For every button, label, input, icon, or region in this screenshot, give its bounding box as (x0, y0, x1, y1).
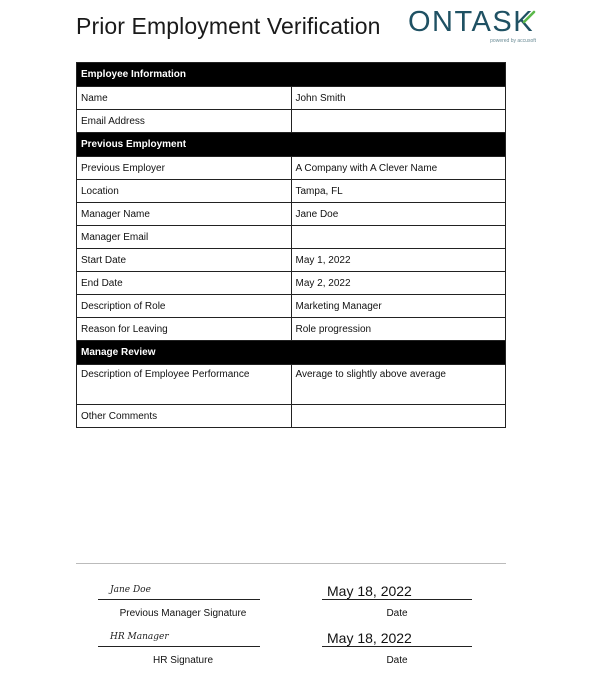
form-row-role-description (77, 295, 506, 318)
form-row-start-date (77, 249, 506, 272)
field-value-other-comments[interactable] (291, 405, 506, 428)
field-value-manager-email[interactable] (291, 226, 506, 249)
hr-date-caption: Date (386, 655, 408, 666)
manager-handwritten-signature: Jane Doe (110, 585, 151, 595)
hr-signature-caption: HR Signature (152, 655, 214, 666)
section-title: Previous Employment (77, 133, 506, 157)
field-label: End Date (77, 272, 292, 295)
form-row-manager-email (77, 226, 506, 249)
section-header-previous-employment (77, 133, 506, 157)
manager-date-line (322, 599, 472, 600)
field-value-previous-employer[interactable]: A Company with A Clever Name (291, 157, 506, 180)
field-value-start-date[interactable]: May 1, 2022 (291, 249, 506, 272)
form-row-performance (77, 365, 506, 405)
signature-divider (76, 563, 506, 564)
form-row-previous-employer (77, 157, 506, 180)
field-label: Previous Employer (77, 157, 292, 180)
page-title: Prior Employment Verification (76, 13, 381, 39)
form-row-manager-name (77, 203, 506, 226)
field-value-reason-for-leaving[interactable]: Role progression (291, 318, 506, 341)
form-row-other-comments (77, 405, 506, 428)
form-row-reason-for-leaving (77, 318, 506, 341)
field-label: Description of Employee Performance (77, 365, 292, 405)
hr-handwritten-signature: HR Manager (110, 632, 169, 642)
field-label: Manager Name (77, 203, 292, 226)
form-row-location (77, 180, 506, 203)
hr-date-line (322, 646, 472, 647)
field-label: Start Date (77, 249, 292, 272)
field-value-name[interactable]: John Smith (291, 87, 506, 110)
section-title: Manage Review (77, 341, 506, 365)
logo-tagline: powered by accusoft (490, 38, 536, 44)
field-value-email[interactable] (291, 110, 506, 133)
manager-signature-line[interactable] (98, 599, 260, 600)
field-value-performance[interactable]: Average to slightly above average (291, 365, 506, 405)
hr-signature-date[interactable]: May 18, 2022 (327, 630, 412, 646)
field-label: Location (77, 180, 292, 203)
field-label: Reason for Leaving (77, 318, 292, 341)
field-label: Name (77, 87, 292, 110)
logo-wordmark: ONTASK (408, 6, 535, 38)
form-row-end-date (77, 272, 506, 295)
field-value-location[interactable]: Tampa, FL (291, 180, 506, 203)
field-value-manager-name[interactable]: Jane Doe (291, 203, 506, 226)
form-row-name (77, 87, 506, 110)
hr-signature-line[interactable] (98, 646, 260, 647)
section-title: Employee Information (77, 63, 506, 87)
manager-signature-caption: Previous Manager Signature (119, 608, 247, 619)
manager-signature-date[interactable]: May 18, 2022 (327, 583, 412, 599)
field-label: Email Address (77, 110, 292, 133)
field-value-end-date[interactable]: May 2, 2022 (291, 272, 506, 295)
logo-accent-icon (522, 10, 536, 32)
manager-date-caption: Date (386, 608, 408, 619)
section-header-manage-review (77, 341, 506, 365)
form-row-email (77, 110, 506, 133)
field-label: Other Comments (77, 405, 292, 428)
field-label: Description of Role (77, 295, 292, 318)
field-value-role-description[interactable]: Marketing Manager (291, 295, 506, 318)
section-header-employee (77, 63, 506, 87)
verification-form (76, 62, 506, 428)
field-label: Manager Email (77, 226, 292, 249)
ontask-logo (408, 6, 538, 46)
